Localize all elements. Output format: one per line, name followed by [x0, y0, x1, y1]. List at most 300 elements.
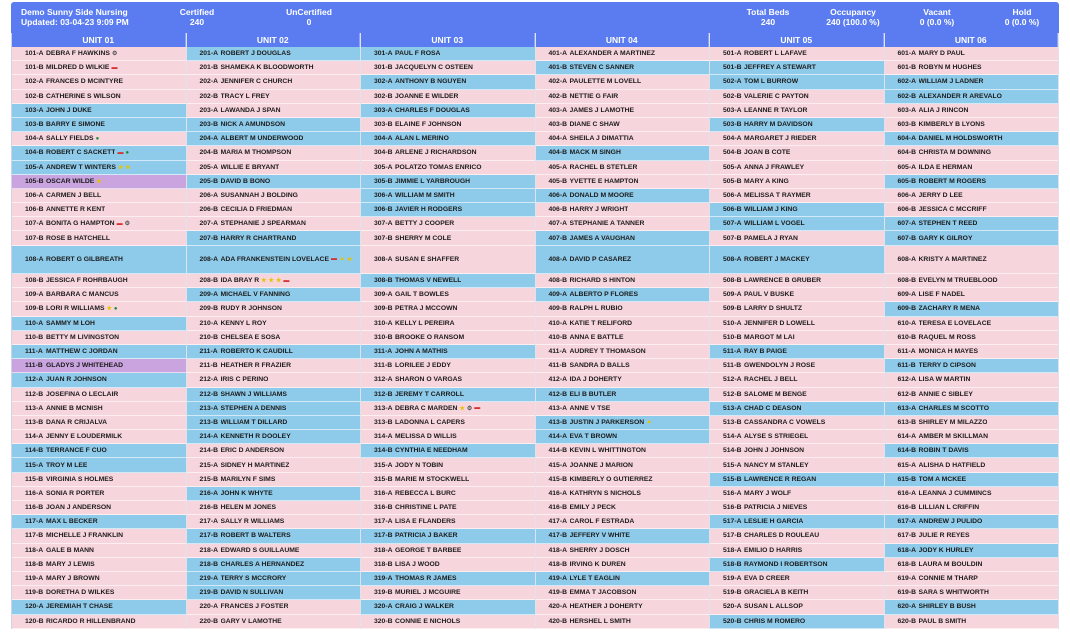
bed-row[interactable]: [536, 373, 710, 387]
resident-name[interactable]: LISE F NADEL: [918, 291, 965, 299]
resident-name[interactable]: EVELYN M TRUEBLOOD: [918, 277, 998, 285]
bed-row[interactable]: [361, 515, 535, 529]
resident-name[interactable]: GARY V LAMOTHE: [220, 617, 282, 625]
resident-name[interactable]: SUSAN L ALLSOP: [744, 603, 803, 611]
bed-row[interactable]: [885, 246, 1059, 274]
bed-row[interactable]: [12, 487, 186, 501]
unit-header[interactable]: UNIT 01: [12, 33, 186, 47]
bed-row[interactable]: [12, 515, 186, 529]
bed-row[interactable]: [885, 146, 1059, 160]
bed-row[interactable]: [536, 274, 710, 288]
bed-row[interactable]: [885, 615, 1059, 629]
resident-name[interactable]: FRANCES J FOSTER: [220, 603, 289, 611]
bed-row[interactable]: [710, 61, 884, 75]
resident-name[interactable]: RICHARD S HINTON: [569, 277, 636, 285]
resident-name[interactable]: MARY J WOLF: [744, 489, 792, 497]
resident-name[interactable]: SALOME M BENGE: [744, 390, 807, 398]
resident-name[interactable]: JOHN J JOHNSON: [744, 447, 805, 455]
bed-row[interactable]: [12, 359, 186, 373]
bed-row[interactable]: [187, 430, 361, 444]
resident-name[interactable]: SUSANNAH J BOLDING: [220, 191, 298, 199]
bed-row[interactable]: [361, 359, 535, 373]
resident-name[interactable]: CASSANDRA C VOWELS: [744, 418, 826, 426]
resident-name[interactable]: HARRY R CHARTRAND: [220, 234, 297, 242]
resident-name[interactable]: CHRISTA M DOWNING: [918, 149, 991, 157]
bed-row[interactable]: [361, 388, 535, 402]
bed-row[interactable]: [885, 430, 1059, 444]
bed-row[interactable]: [885, 47, 1059, 61]
bed-row[interactable]: [710, 118, 884, 132]
bed-row[interactable]: [361, 302, 535, 316]
bed-row[interactable]: [710, 345, 884, 359]
resident-name[interactable]: JOHN J DUKE: [46, 106, 92, 114]
bed-row[interactable]: [187, 47, 361, 61]
resident-name[interactable]: BROOKE O RANSOM: [395, 333, 465, 341]
bed-row[interactable]: [361, 317, 535, 331]
bed-row[interactable]: [361, 586, 535, 600]
bed-row[interactable]: [536, 345, 710, 359]
bed-row[interactable]: [536, 586, 710, 600]
bed-row[interactable]: [187, 572, 361, 586]
bed-row[interactable]: [710, 515, 884, 529]
bed-row[interactable]: [536, 146, 710, 160]
resident-name[interactable]: KIMBERLY O GUTIERREZ: [569, 475, 653, 483]
unit-header[interactable]: UNIT 03: [361, 33, 535, 47]
resident-name[interactable]: SARA S WHITWORTH: [918, 589, 989, 597]
resident-name[interactable]: MELISSA T RAYMER: [744, 191, 811, 199]
resident-name[interactable]: ERIC D ANDERSON: [220, 447, 285, 455]
resident-name[interactable]: STEPHEN A DENNIS: [220, 404, 287, 412]
resident-name[interactable]: DANIEL M HOLDSWORTH: [918, 135, 1003, 143]
bed-row[interactable]: [710, 104, 884, 118]
resident-name[interactable]: BETTY J COOPER: [395, 220, 455, 228]
resident-name[interactable]: WILLIAM L VOGEL: [744, 220, 805, 228]
resident-name[interactable]: CONNIE M THARP: [918, 575, 978, 583]
bed-row[interactable]: [536, 118, 710, 132]
resident-name[interactable]: MICHAEL V FANNING: [220, 291, 291, 299]
resident-name[interactable]: ROSE B HATCHELL: [46, 234, 111, 242]
resident-name[interactable]: ARLENE J RICHARDSON: [395, 149, 477, 157]
resident-name[interactable]: JOHN A MATHIS: [395, 348, 448, 356]
bed-row[interactable]: [536, 161, 710, 175]
bed-row[interactable]: [710, 359, 884, 373]
bed-row[interactable]: [885, 317, 1059, 331]
resident-name[interactable]: ANDREW T WINTERS: [46, 163, 116, 171]
resident-name[interactable]: ROBERT M ROGERS: [918, 177, 987, 185]
bed-row[interactable]: [361, 118, 535, 132]
bed-row[interactable]: [12, 288, 186, 302]
bed-row[interactable]: [361, 501, 535, 515]
resident-name[interactable]: MARIE M STOCKWELL: [395, 475, 470, 483]
resident-name[interactable]: STEPHANIE J SPEARMAN: [220, 220, 306, 228]
resident-name[interactable]: CECILIA D FRIEDMAN: [220, 206, 292, 214]
resident-name[interactable]: LAWANDA J SPAN: [220, 106, 281, 114]
resident-name[interactable]: SHIRLEY B BUSH: [918, 603, 976, 611]
bed-row[interactable]: [361, 444, 535, 458]
resident-name[interactable]: SAMMY M LOH: [46, 319, 95, 327]
bed-row[interactable]: [536, 515, 710, 529]
bed-row[interactable]: [187, 544, 361, 558]
resident-name[interactable]: JEREMIAH T CHASE: [46, 603, 113, 611]
bed-row[interactable]: [710, 317, 884, 331]
resident-name[interactable]: PAUL F ROSA: [395, 50, 441, 58]
bed-row[interactable]: [361, 473, 535, 487]
resident-name[interactable]: TERRY D CIPSON: [918, 362, 976, 370]
bed-row[interactable]: [361, 75, 535, 89]
bed-row[interactable]: [885, 61, 1059, 75]
bed-row[interactable]: [187, 203, 361, 217]
unit-header[interactable]: UNIT 04: [536, 33, 710, 47]
resident-name[interactable]: JOAN J ANDERSON: [46, 504, 112, 512]
bed-row[interactable]: [885, 345, 1059, 359]
resident-name[interactable]: CAROL F ESTRADA: [569, 518, 635, 526]
bed-row[interactable]: [885, 586, 1059, 600]
bed-row[interactable]: [885, 487, 1059, 501]
resident-name[interactable]: SUSAN E SHAFFER: [395, 255, 460, 263]
resident-name[interactable]: ELAINE F JOHNSON: [395, 121, 462, 129]
bed-row[interactable]: [12, 161, 186, 175]
resident-name[interactable]: EMILIO D HARRIS: [744, 546, 803, 554]
resident-name[interactable]: CATHERINE S WILSON: [46, 92, 121, 100]
bed-row[interactable]: [187, 615, 361, 629]
bed-row[interactable]: [885, 104, 1059, 118]
resident-name[interactable]: WILLIAM M SMITH: [395, 191, 455, 199]
resident-name[interactable]: VALERIE C PAYTON: [744, 92, 809, 100]
bed-row[interactable]: [12, 189, 186, 203]
resident-name[interactable]: ROBERT J MACKEY: [744, 255, 810, 263]
bed-row[interactable]: [710, 444, 884, 458]
resident-name[interactable]: ADA FRANKENSTEIN LOVELACE: [220, 255, 330, 263]
bed-row[interactable]: [885, 501, 1059, 515]
bed-row[interactable]: [12, 302, 186, 316]
resident-name[interactable]: STEVEN C SANNER: [569, 64, 635, 72]
resident-name[interactable]: LAWRENCE B GRUBER: [744, 277, 822, 285]
bed-row[interactable]: [12, 458, 186, 472]
resident-name[interactable]: THOMAS R JAMES: [395, 575, 457, 583]
resident-name[interactable]: LAWRENCE R REGAN: [744, 475, 817, 483]
resident-name[interactable]: LEANNE R TAYLOR: [744, 106, 808, 114]
bed-row[interactable]: [885, 203, 1059, 217]
resident-name[interactable]: HARRY M DAVIDSON: [744, 121, 813, 129]
resident-name[interactable]: JULIE R REYES: [918, 532, 970, 540]
bed-row[interactable]: [361, 217, 535, 231]
bed-row[interactable]: [187, 104, 361, 118]
resident-name[interactable]: SALLY R WILLIAMS: [220, 518, 285, 526]
bed-row[interactable]: [361, 373, 535, 387]
resident-name[interactable]: PETRA J MCCOWN: [395, 305, 458, 313]
resident-name[interactable]: PATRICIA J NIEVES: [744, 504, 808, 512]
resident-name[interactable]: LYLE T EAGLIN: [569, 575, 620, 583]
bed-row[interactable]: [885, 600, 1059, 614]
bed-row[interactable]: [12, 317, 186, 331]
bed-row[interactable]: [885, 416, 1059, 430]
resident-name[interactable]: JESSICA C MCCRIFF: [918, 206, 987, 214]
bed-row[interactable]: [885, 444, 1059, 458]
resident-name[interactable]: SHERRY M COLE: [395, 234, 452, 242]
resident-name[interactable]: ANNIE B MCNISH: [46, 404, 103, 412]
bed-row[interactable]: [361, 161, 535, 175]
resident-name[interactable]: ALBERT M UNDERWOOD: [220, 135, 304, 143]
resident-name[interactable]: CRAIG J WALKER: [395, 603, 454, 611]
resident-name[interactable]: DEBRA F HAWKINS: [46, 50, 110, 58]
resident-name[interactable]: ALIA J RINCON: [918, 106, 969, 114]
bed-row[interactable]: [12, 529, 186, 543]
bed-row[interactable]: [536, 317, 710, 331]
resident-name[interactable]: TERRY S MCCRORY: [220, 575, 287, 583]
resident-name[interactable]: RACHEL J BELL: [744, 376, 798, 384]
resident-name[interactable]: TOM A MCKEE: [918, 475, 967, 483]
bed-row[interactable]: [12, 246, 186, 274]
resident-name[interactable]: GALE B MANN: [46, 546, 94, 554]
bed-row[interactable]: [187, 231, 361, 245]
bed-row[interactable]: [536, 61, 710, 75]
bed-row[interactable]: [187, 473, 361, 487]
bed-row[interactable]: [885, 402, 1059, 416]
resident-name[interactable]: DAVID B BONO: [220, 177, 271, 185]
bed-row[interactable]: [710, 416, 884, 430]
resident-name[interactable]: CONNIE E NICHOLS: [395, 617, 461, 625]
bed-row[interactable]: [361, 175, 535, 189]
bed-row[interactable]: [885, 132, 1059, 146]
resident-name[interactable]: MAX L BECKER: [46, 518, 98, 526]
bed-row[interactable]: [536, 90, 710, 104]
resident-name[interactable]: RUDY R JOHNSON: [220, 305, 282, 313]
resident-name[interactable]: LADONNA L CAPERS: [395, 418, 465, 426]
bed-row[interactable]: [12, 47, 186, 61]
resident-name[interactable]: PAUL V BUSKE: [744, 291, 794, 299]
resident-name[interactable]: ELI B BUTLER: [569, 390, 617, 398]
resident-name[interactable]: DANA R CRIJALVA: [46, 418, 108, 426]
resident-name[interactable]: LARRY D SHULTZ: [744, 305, 803, 313]
resident-name[interactable]: CHARLES M SCOTTO: [918, 404, 989, 412]
bed-row[interactable]: [187, 161, 361, 175]
resident-name[interactable]: IDA J DOHERTY: [569, 376, 622, 384]
resident-name[interactable]: TRACY L FREY: [220, 92, 270, 100]
resident-name[interactable]: JODY K HURLEY: [918, 546, 974, 554]
resident-name[interactable]: MICHELLE J FRANKLIN: [46, 532, 124, 540]
bed-row[interactable]: [187, 458, 361, 472]
resident-name[interactable]: KRISTY A MARTINEZ: [918, 255, 987, 263]
bed-row[interactable]: [12, 558, 186, 572]
bed-row[interactable]: [710, 274, 884, 288]
bed-row[interactable]: [710, 288, 884, 302]
resident-name[interactable]: BARRY E SIMONE: [46, 121, 105, 129]
resident-name[interactable]: ALISHA D HATFIELD: [918, 461, 986, 469]
bed-row[interactable]: [710, 47, 884, 61]
resident-name[interactable]: ROBIN T DAVIS: [918, 447, 969, 455]
resident-name[interactable]: WILLIAM J KING: [744, 206, 798, 214]
resident-name[interactable]: HEATHER J DOHERTY: [569, 603, 643, 611]
resident-name[interactable]: THOMAS V NEWELL: [395, 277, 462, 285]
resident-name[interactable]: AUDREY T THOMASON: [569, 348, 646, 356]
bed-row[interactable]: [187, 302, 361, 316]
bed-row[interactable]: [536, 458, 710, 472]
bed-row[interactable]: [710, 302, 884, 316]
resident-name[interactable]: RAYMOND I ROBERTSON: [744, 560, 828, 568]
bed-row[interactable]: [12, 430, 186, 444]
resident-name[interactable]: JENNY E LOUDERMILK: [46, 433, 123, 441]
resident-name[interactable]: SHAWN J WILLIAMS: [220, 390, 287, 398]
bed-row[interactable]: [536, 203, 710, 217]
bed-row[interactable]: [187, 274, 361, 288]
resident-name[interactable]: LEANNA J CUMMINCS: [918, 489, 992, 497]
bed-row[interactable]: [361, 402, 535, 416]
resident-name[interactable]: ALEXANDER A MARTINEZ: [569, 50, 656, 58]
bed-row[interactable]: [710, 487, 884, 501]
resident-name[interactable]: JUAN R JOHNSON: [46, 376, 107, 384]
resident-name[interactable]: JOANNE E WILDER: [395, 92, 459, 100]
bed-row[interactable]: [710, 458, 884, 472]
bed-row[interactable]: [361, 132, 535, 146]
resident-name[interactable]: ALEXANDER R AREVALO: [918, 92, 1002, 100]
resident-name[interactable]: PAULETTE M LOVELL: [569, 78, 642, 86]
resident-name[interactable]: WILLIAM T DILLARD: [220, 418, 288, 426]
bed-row[interactable]: [361, 416, 535, 430]
bed-row[interactable]: [710, 217, 884, 231]
bed-row[interactable]: [187, 288, 361, 302]
bed-row[interactable]: [710, 402, 884, 416]
resident-name[interactable]: HERSHEL L SMITH: [569, 617, 631, 625]
resident-name[interactable]: LILLIAN L CRIFFIN: [918, 504, 980, 512]
bed-row[interactable]: [710, 75, 884, 89]
resident-name[interactable]: MILDRED D WILKIE: [46, 64, 110, 72]
resident-name[interactable]: DONALD M MOORE: [569, 191, 634, 199]
bed-row[interactable]: [187, 331, 361, 345]
resident-name[interactable]: FRANCES D MCINTYRE: [46, 78, 124, 86]
resident-name[interactable]: CHRIS M ROMERO: [744, 617, 806, 625]
resident-name[interactable]: CHARLES F DOUGLAS: [395, 106, 470, 114]
resident-name[interactable]: SHERRY J DOSCH: [569, 546, 630, 554]
bed-row[interactable]: [536, 558, 710, 572]
bed-row[interactable]: [885, 388, 1059, 402]
bed-row[interactable]: [536, 388, 710, 402]
resident-name[interactable]: JESSICA F ROHRBAUGH: [46, 277, 128, 285]
resident-name[interactable]: ALAN L MERINO: [395, 135, 449, 143]
resident-name[interactable]: JENNIFER C CHURCH: [220, 78, 293, 86]
bed-row[interactable]: [885, 288, 1059, 302]
resident-name[interactable]: SALLY FIELDS: [46, 135, 94, 143]
bed-row[interactable]: [12, 586, 186, 600]
resident-name[interactable]: WILLIE E BRYANT: [220, 163, 280, 171]
bed-row[interactable]: [536, 288, 710, 302]
bed-row[interactable]: [361, 146, 535, 160]
resident-name[interactable]: CHARLES A HERNANDEZ: [220, 560, 305, 568]
bed-row[interactable]: [885, 90, 1059, 104]
bed-row[interactable]: [536, 359, 710, 373]
bed-row[interactable]: [710, 175, 884, 189]
resident-name[interactable]: KENNETH R DOOLEY: [220, 433, 291, 441]
resident-name[interactable]: PAMELA J RYAN: [744, 234, 798, 242]
bed-row[interactable]: [885, 75, 1059, 89]
resident-name[interactable]: STEPHANIE A TANNER: [569, 220, 645, 228]
resident-name[interactable]: GARY K GILROY: [918, 234, 973, 242]
resident-name[interactable]: KELLY L PEREIRA: [395, 319, 455, 327]
resident-name[interactable]: ANNE V TSE: [569, 404, 611, 412]
bed-row[interactable]: [12, 231, 186, 245]
resident-name[interactable]: IDA BRAY R: [220, 277, 260, 285]
resident-name[interactable]: MATTHEW C JORDAN: [46, 348, 118, 356]
resident-name[interactable]: JOHN K WHYTE: [220, 489, 273, 497]
bed-row[interactable]: [187, 90, 361, 104]
bed-row[interactable]: [885, 572, 1059, 586]
bed-row[interactable]: [536, 302, 710, 316]
bed-row[interactable]: [187, 246, 361, 274]
bed-row[interactable]: [536, 529, 710, 543]
bed-row[interactable]: [361, 572, 535, 586]
bed-row[interactable]: [536, 572, 710, 586]
resident-name[interactable]: JAMES A VAUGHAN: [569, 234, 635, 242]
resident-name[interactable]: KATIE T RELIFORD: [569, 319, 633, 327]
bed-row[interactable]: [885, 544, 1059, 558]
bed-row[interactable]: [710, 146, 884, 160]
resident-name[interactable]: SHEILA J DIMATTIA: [569, 135, 634, 143]
resident-name[interactable]: ILDA E HERMAN: [918, 163, 973, 171]
bed-row[interactable]: [885, 359, 1059, 373]
resident-name[interactable]: MONICA H MAYES: [918, 348, 979, 356]
bed-row[interactable]: [187, 586, 361, 600]
bed-row[interactable]: [12, 203, 186, 217]
bed-row[interactable]: [187, 515, 361, 529]
bed-row[interactable]: [187, 501, 361, 515]
resident-name[interactable]: SANDRA D BALLS: [569, 362, 630, 370]
resident-name[interactable]: JEFFREY A STEWART: [744, 64, 816, 72]
bed-row[interactable]: [187, 317, 361, 331]
resident-name[interactable]: EMMA T JACOBSON: [569, 589, 637, 597]
resident-name[interactable]: KIMBERLY B LYONS: [918, 121, 985, 129]
bed-row[interactable]: [536, 104, 710, 118]
resident-name[interactable]: ANNETTE R KENT: [46, 206, 106, 214]
resident-name[interactable]: ROBYN M HUGHES: [918, 64, 982, 72]
bed-row[interactable]: [536, 231, 710, 245]
bed-row[interactable]: [536, 189, 710, 203]
bed-row[interactable]: [361, 231, 535, 245]
resident-name[interactable]: DAVID P CASAREZ: [569, 255, 632, 263]
resident-name[interactable]: JEFFERY V WHITE: [569, 532, 630, 540]
bed-row[interactable]: [187, 345, 361, 359]
bed-row[interactable]: [12, 104, 186, 118]
bed-row[interactable]: [536, 217, 710, 231]
bed-row[interactable]: [361, 61, 535, 75]
bed-row[interactable]: [885, 515, 1059, 529]
bed-row[interactable]: [361, 487, 535, 501]
resident-name[interactable]: DEBRA C MARDEN: [395, 404, 458, 412]
bed-row[interactable]: [361, 274, 535, 288]
bed-row[interactable]: [361, 615, 535, 629]
resident-name[interactable]: KENNY L ROY: [220, 319, 267, 327]
resident-name[interactable]: EVA T BROWN: [569, 433, 618, 441]
bed-row[interactable]: [361, 430, 535, 444]
bed-row[interactable]: [187, 132, 361, 146]
resident-name[interactable]: LORILEE J EDDY: [395, 362, 451, 370]
bed-row[interactable]: [710, 90, 884, 104]
bed-row[interactable]: [710, 572, 884, 586]
resident-name[interactable]: EMILY J PECK: [569, 504, 616, 512]
resident-name[interactable]: CHELSEA E SOSA: [220, 333, 281, 341]
resident-name[interactable]: PAUL B SMITH: [918, 617, 967, 625]
bed-row[interactable]: [12, 345, 186, 359]
bed-row[interactable]: [885, 302, 1059, 316]
bed-row[interactable]: [12, 615, 186, 629]
bed-row[interactable]: [710, 558, 884, 572]
resident-name[interactable]: ROBERT G GILBREATH: [46, 255, 123, 263]
bed-row[interactable]: [12, 444, 186, 458]
resident-name[interactable]: GAIL T BOWLES: [395, 291, 449, 299]
resident-name[interactable]: HELEN M JONES: [220, 504, 277, 512]
resident-name[interactable]: DAVID N SULLIVAN: [220, 589, 284, 597]
bed-row[interactable]: [187, 487, 361, 501]
resident-name[interactable]: MARIA M THOMPSON: [220, 149, 292, 157]
bed-row[interactable]: [361, 458, 535, 472]
